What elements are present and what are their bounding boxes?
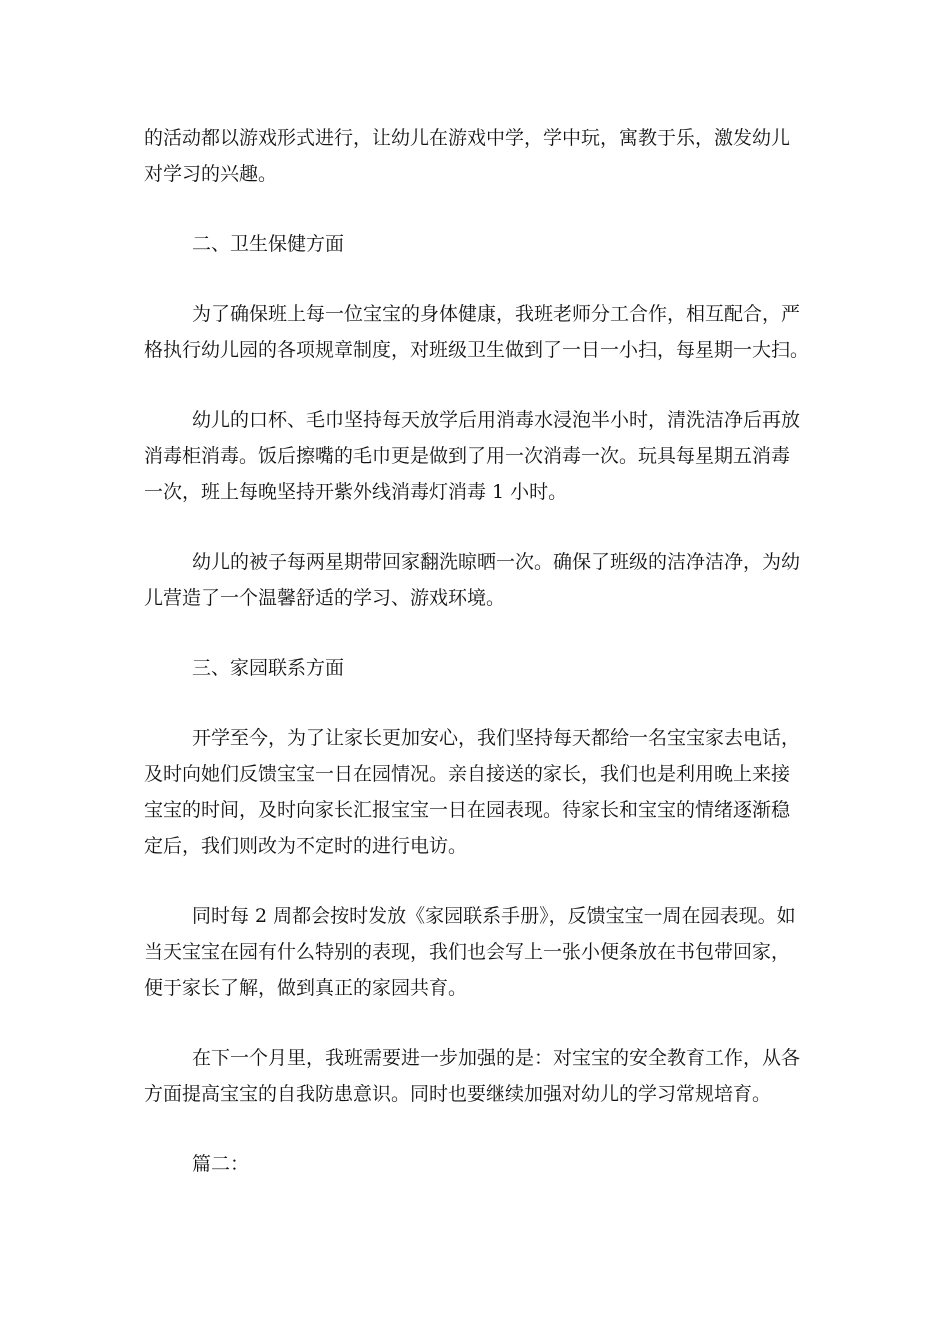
document-body xyxy=(144,120,816,1216)
paragraph-activities-continued: 的活动都以游戏形式进行，让幼儿在游戏中学，学中玩，寓教于乐，激发幼儿 对学习的兴趣。 xyxy=(144,127,791,185)
paragraph-disinfection: 幼儿的口杯、毛巾坚持每天放学后用消毒水浸泡半小时，清洗洁净后再放 消毒柜消毒。饭后擦嘴的毛巾更是做到了用一次消毒一次。玩具每星期五消毒 一次，班上每晚坚持开紫外线消毒灯消毒 1 小时。 xyxy=(144,409,801,503)
section-heading-home-school: 三、家园联系方面 xyxy=(192,657,345,679)
paragraph-phone-contact: 开学至今，为了让家长更加安心，我们坚持每天都给一名宝宝家去电话， 及时向她们反馈宝宝一日在园情况。亲自接送的家长，我们也是利用晚上来接 宝宝的时间，及时向家长汇报宝宝一日在园表现。待家长和宝宝的情绪逐渐稳 定后，我们则改为不定时的进行电访。 xyxy=(144,727,801,857)
paragraph-health-rules: 为了确保班上每一位宝宝的身体健康，我班老师分工合作，相互配合，严 格执行幼儿园的各项规章制度，对班级卫生做到了一日一小扫，每星期一大扫。 xyxy=(144,303,810,361)
paragraph-contact-handbook: 同时每 2 周都会按时发放《家园联系手册》，反馈宝宝一周在园表现。如 当天宝宝在园有什么特别的表现，我们也会写上一张小便条放在书包带回家， 便于家长了解，做到真正的家园共育。 xyxy=(144,905,796,999)
paragraph-bedding: 幼儿的被子每两星期带回家翻洗晾晒一次。确保了班级的洁净洁净，为幼 儿营造了一个温馨舒适的学习、游戏环境。 xyxy=(144,551,801,609)
paragraph-next-month: 在下一个月里，我班需要进一步加强的是：对宝宝的安全教育工作，从各 方面提高宝宝的自我防患意识。同时也要继续加强对幼儿的学习常规培育。 xyxy=(144,1047,801,1105)
section-heading-part-two: 篇二： xyxy=(192,1153,250,1175)
section-heading-hygiene: 二、卫生保健方面 xyxy=(192,233,345,255)
